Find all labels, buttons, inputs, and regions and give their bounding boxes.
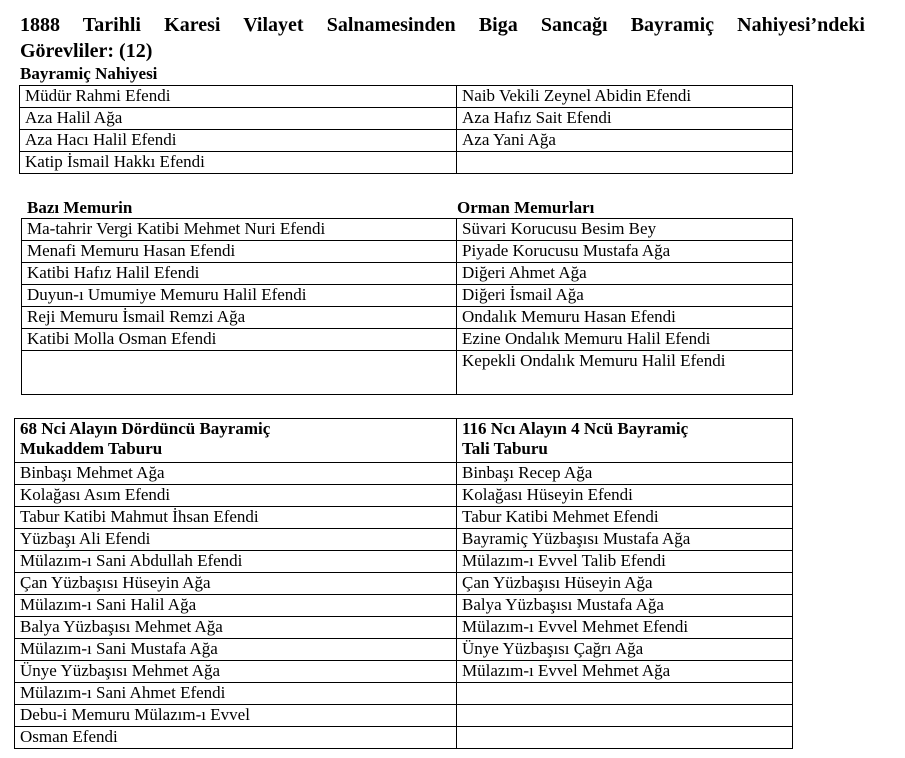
table-cell: Aza Halil Ağa: [20, 108, 457, 130]
table-row: [15, 727, 793, 749]
table-cell: Çan Yüzbaşısı Hüseyin Ağa: [15, 573, 457, 595]
table-row: [15, 639, 793, 661]
table-cell: Katibi Hafız Halil Efendi: [22, 263, 457, 285]
table-row: [22, 219, 793, 241]
table-cell: Binbaşı Mehmet Ağa: [15, 463, 457, 485]
heading-line: 116 Ncı Alayın 4 Ncü Bayramiç: [462, 419, 689, 438]
orman-heading: Orman Memurları: [457, 198, 595, 217]
table-row: [15, 661, 793, 683]
table-cell: Binbaşı Recep Ağa: [457, 463, 793, 485]
table-cell: Aza Hacı Halil Efendi: [20, 130, 457, 152]
table-cell: Ünye Yüzbaşısı Mehmet Ağa: [15, 661, 457, 683]
table-cell: Katibi Molla Osman Efendi: [22, 329, 457, 351]
table-cell: Debu-i Memuru Mülazım-ı Evvel: [15, 705, 457, 727]
document-title-line2: Görevliler: (12): [20, 40, 153, 62]
table-row: [15, 705, 793, 727]
table-row: [22, 263, 793, 285]
table-cell: Balya Yüzbaşısı Mehmet Ağa: [15, 617, 457, 639]
table-cell: Müdür Rahmi Efendi: [20, 86, 457, 108]
table-row: [20, 86, 793, 108]
table-cell: Ünye Yüzbaşısı Çağrı Ağa: [457, 639, 793, 661]
table-row: [15, 595, 793, 617]
table-cell: Balya Yüzbaşısı Mustafa Ağa: [457, 595, 793, 617]
table-cell: Mülazım-ı Sani Halil Ağa: [15, 595, 457, 617]
nahiye-table: [19, 85, 793, 174]
table-cell: Ondalık Memuru Hasan Efendi: [457, 307, 793, 329]
nahiye-heading: Bayramiç Nahiyesi: [20, 64, 158, 83]
table-row: [15, 617, 793, 639]
table-row: [22, 285, 793, 307]
table-cell: Katip İsmail Hakkı Efendi: [20, 152, 457, 174]
table-cell: Mülazım-ı Sani Mustafa Ağa: [15, 639, 457, 661]
table-row: [15, 507, 793, 529]
table-cell: [457, 727, 793, 749]
document-title-line1: 1888 Tarihli Karesi Vilayet Salnamesinden Biga Sancağı Bayramiç Nahiyesi’ndeki: [20, 14, 865, 36]
table-row: [20, 130, 793, 152]
table-row: [15, 551, 793, 573]
tali-taburu-heading: [457, 419, 793, 463]
table-row: [15, 529, 793, 551]
table-cell: [22, 351, 457, 395]
memurin-heading: Bazı Memurin: [27, 198, 133, 217]
table-row: [20, 152, 793, 174]
table-cell: Menafi Memuru Hasan Efendi: [22, 241, 457, 263]
table-cell: [457, 152, 793, 174]
table-cell: Aza Yani Ağa: [457, 130, 793, 152]
table-cell: Reji Memuru İsmail Remzi Ağa: [22, 307, 457, 329]
table-cell: Mülazım-ı Sani Ahmet Efendi: [15, 683, 457, 705]
table-cell: Bayramiç Yüzbaşısı Mustafa Ağa: [457, 529, 793, 551]
table-cell: Naib Vekili Zeynel Abidin Efendi: [457, 86, 793, 108]
table-cell: Yüzbaşı Ali Efendi: [15, 529, 457, 551]
heading-line: Mukaddem Taburu: [20, 439, 163, 458]
table-cell: Süvari Korucusu Besim Bey: [457, 219, 793, 241]
mukaddem-taburu-heading: [15, 419, 457, 463]
table-row: [15, 485, 793, 507]
table-cell: [457, 705, 793, 727]
table-cell: Ezine Ondalık Memuru Halil Efendi: [457, 329, 793, 351]
table-cell: Mülazım-ı Evvel Talib Efendi: [457, 551, 793, 573]
table-cell: [457, 683, 793, 705]
table-cell: Piyade Korucusu Mustafa Ağa: [457, 241, 793, 263]
table-header-row: [15, 419, 793, 463]
table-row: [15, 683, 793, 705]
table-row: [22, 241, 793, 263]
table-cell: Ma-tahrir Vergi Katibi Mehmet Nuri Efendi: [22, 219, 457, 241]
table-row: [22, 307, 793, 329]
table-cell: Mülazım-ı Sani Abdullah Efendi: [15, 551, 457, 573]
table-cell: Kepekli Ondalık Memuru Halil Efendi: [457, 351, 793, 395]
table-row: [20, 108, 793, 130]
table-row: [22, 329, 793, 351]
table-cell: Duyun-ı Umumiye Memuru Halil Efendi: [22, 285, 457, 307]
memurin-table: [21, 218, 793, 395]
table-cell: Çan Yüzbaşısı Hüseyin Ağa: [457, 573, 793, 595]
table-row: [15, 573, 793, 595]
table-row: [22, 351, 793, 395]
table-row: [15, 463, 793, 485]
table-cell: Kolağası Hüseyin Efendi: [457, 485, 793, 507]
heading-line: Tali Taburu: [462, 439, 548, 458]
table-cell: Kolağası Asım Efendi: [15, 485, 457, 507]
table-cell: Mülazım-ı Evvel Mehmet Ağa: [457, 661, 793, 683]
taburlar-table: [14, 418, 793, 749]
heading-line: 68 Nci Alayın Dördüncü Bayramiç: [20, 419, 271, 438]
table-cell: Diğeri Ahmet Ağa: [457, 263, 793, 285]
table-cell: Aza Hafız Sait Efendi: [457, 108, 793, 130]
table-cell: Tabur Katibi Mehmet Efendi: [457, 507, 793, 529]
table-cell: Tabur Katibi Mahmut İhsan Efendi: [15, 507, 457, 529]
table-cell: Diğeri İsmail Ağa: [457, 285, 793, 307]
table-cell: Osman Efendi: [15, 727, 457, 749]
table-cell: Mülazım-ı Evvel Mehmet Efendi: [457, 617, 793, 639]
